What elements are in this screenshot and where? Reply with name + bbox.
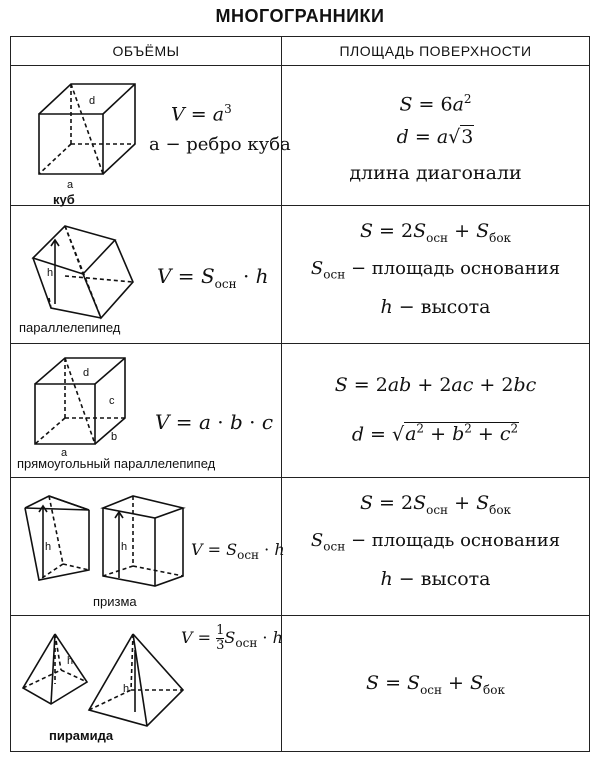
prism-height-note: h − высота: [380, 568, 491, 590]
cube-figure: [29, 76, 139, 191]
cube-surface-formula: $S = 6a^2$: [399, 92, 472, 116]
pyramid-figure-small: [17, 630, 97, 726]
table-row: [11, 206, 590, 344]
table-header-row: [11, 37, 590, 66]
label-d: d: [89, 95, 96, 107]
page-title: МНОГОГРАННИКИ: [215, 6, 385, 26]
rect-parallelepiped-surface-formula: S = 2ab + 2ac + 2bc: [334, 374, 537, 396]
label-h: h: [123, 683, 130, 695]
prism-figure-right: [99, 492, 189, 588]
prism-volume-cell: [11, 478, 285, 616]
table-row: [11, 478, 590, 616]
prism-base-note: $S_{осн}$ − площадь основания: [310, 530, 561, 554]
label-b: b: [111, 431, 118, 443]
pyramid-caption: пирамида: [49, 728, 114, 743]
table-row: [11, 66, 590, 206]
prism-figure-oblique: [19, 492, 99, 588]
pyramid-volume-formula: V = $\frac{1}{3}$ $S_{осн} \cdot h$: [181, 623, 283, 653]
prism-caption: призма: [93, 594, 137, 609]
cube-volume-formula: $V = a^3$: [171, 102, 232, 126]
rect-parallelepiped-surface-cell: [282, 344, 590, 478]
parallelepiped-volume-formula: $V = S_{осн} \cdot h$: [157, 264, 269, 291]
pyramid-figure-large: [87, 628, 187, 728]
label-h: h: [47, 267, 54, 279]
table-row: [11, 344, 590, 478]
prism-volume-formula: $V = S_{осн} \cdot h$: [191, 540, 285, 563]
pyramid-surface-formula: $S = S_{осн} + S_{бок}$: [366, 672, 505, 697]
table-row: [11, 616, 590, 752]
parallelepiped-base-note: $S_{осн}$ − площадь основания: [310, 258, 561, 282]
rect-parallelepiped-volume-cell: [11, 344, 282, 478]
label-h: h: [45, 541, 52, 553]
cube-caption: куб: [53, 192, 75, 207]
parallelepiped-caption: параллелепипед: [19, 320, 121, 335]
label-c: c: [109, 395, 115, 407]
prism-surface-cell: [282, 478, 590, 616]
parallelepiped-volume-cell: [11, 206, 282, 344]
cube-volume-note: a − ребро куба: [149, 134, 291, 155]
parallelepiped-figure: [25, 218, 145, 318]
parallelepiped-surface-formula: $S = 2S_{осн} + S_{бок}$: [359, 220, 512, 245]
header-volumes: ОБЪЁМЫ: [11, 37, 282, 66]
header-surface: ПЛОЩАДЬ ПОВЕРХНОСТИ: [282, 37, 590, 66]
pyramid-surface-cell: [282, 616, 590, 752]
rect-parallelepiped-diagonal-formula: $d = √a^2 + b^2 + c^2$: [351, 422, 519, 446]
parallelepiped-surface-cell: [282, 206, 590, 344]
rect-parallelepiped-caption: прямоугольный параллелепипед: [17, 456, 216, 471]
prism-surface-formula: $S = 2S_{осн} + S_{бок}$: [359, 492, 512, 517]
parallelepiped-height-note: h − высота: [380, 296, 491, 318]
label-a: a: [67, 179, 74, 191]
rect-parallelepiped-volume-formula: V = a · b · c: [155, 410, 274, 434]
label-d: d: [83, 367, 90, 379]
cube-diagonal-note: длина диагонали: [349, 162, 522, 184]
rect-parallelepiped-figure: [31, 354, 151, 458]
label-h: h: [121, 541, 128, 553]
cube-volume-cell: [11, 66, 291, 207]
label-h: h: [67, 655, 74, 667]
pyramid-volume-cell: [11, 616, 282, 752]
polyhedra-table: [10, 36, 590, 752]
label-a: a: [61, 447, 68, 459]
cube-diagonal-formula: d = a√3: [396, 126, 474, 148]
cube-surface-cell: [282, 66, 590, 206]
